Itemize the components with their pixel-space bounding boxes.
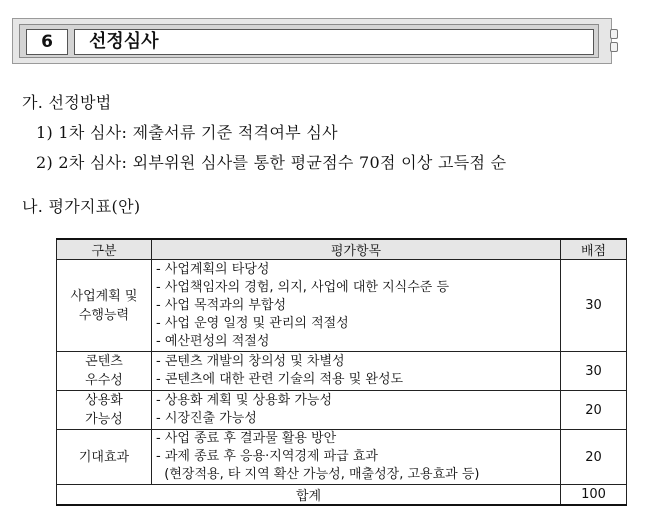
selection-method-heading: 가. 선정방법: [22, 93, 112, 112]
header-items: 평가항목: [152, 239, 561, 260]
total-label: 합계: [57, 485, 561, 506]
category-cell: [57, 391, 152, 430]
item-line: - 사업계획의 타당성: [156, 261, 270, 277]
item-line: - 콘텐츠에 대한 관련 기술의 적용 및 완성도: [156, 372, 404, 387]
item-line: - 사업책임자의 경험, 의지, 사업에 대한 지식수준 등: [156, 279, 450, 295]
item-line: - 시장진출 가능성: [156, 411, 257, 426]
selection-step-2: 2) 2차 심사: 외부위원 심사를 통한 평균점수 70점 이상 고득점 순: [36, 153, 507, 172]
section-header: [12, 18, 612, 64]
category-line: 가능성: [85, 412, 123, 427]
category-line: 상용화: [85, 393, 123, 408]
items-cell: [152, 391, 561, 430]
side-tab: [610, 29, 618, 39]
section-title: 선정심사: [74, 29, 594, 55]
items-cell: [152, 430, 561, 485]
item-line: - 사업 목적과의 부합성: [156, 297, 287, 313]
header-category: 구분: [57, 239, 152, 260]
category-line: 우수성: [85, 373, 123, 388]
item-line: (현장적용, 타 지역 확산 가능성, 매출성장, 고용효과 등): [156, 467, 480, 482]
category-line: 기대효과: [78, 449, 130, 465]
item-line: - 예산편성의 적절성: [156, 333, 270, 349]
table-row: [57, 352, 627, 391]
evaluation-table: [56, 238, 627, 506]
total-row: [57, 485, 627, 506]
category-cell: [57, 352, 152, 391]
evaluation-index-heading: 나. 평가지표(안): [22, 197, 141, 216]
side-tab: [610, 42, 618, 52]
score-cell: 20: [561, 430, 627, 485]
score-cell: 20: [561, 391, 627, 430]
table-row: [57, 391, 627, 430]
items-cell: [152, 260, 561, 352]
item-line: - 과제 종료 후 응용·지역경제 파급 효과: [156, 449, 378, 464]
score-cell: 30: [561, 352, 627, 391]
category-line: 수행능력: [78, 307, 130, 323]
table-row: [57, 430, 627, 485]
category-line: 사업계획 및: [70, 288, 138, 304]
total-score: 100: [561, 485, 627, 506]
category-cell: [57, 430, 152, 485]
section-header-inner: [19, 24, 599, 58]
table-row: [57, 260, 627, 352]
table-header-row: [57, 239, 627, 260]
category-line: 콘텐츠: [85, 354, 123, 369]
item-line: - 사업 종료 후 결과물 활용 방안: [156, 431, 337, 446]
header-side-tabs: [610, 29, 618, 55]
item-line: - 콘텐츠 개발의 창의성 및 차별성: [156, 354, 345, 369]
section-number: 6: [26, 29, 68, 55]
category-cell: [57, 260, 152, 352]
header-score: 배점: [561, 239, 627, 260]
selection-step-1: 1) 1차 심사: 제출서류 기준 적격여부 심사: [36, 123, 338, 142]
item-line: - 사업 운영 일정 및 관리의 적절성: [156, 315, 349, 331]
items-cell: [152, 352, 561, 391]
item-line: - 상용화 계획 및 상용화 가능성: [156, 393, 333, 408]
score-cell: 30: [561, 260, 627, 352]
